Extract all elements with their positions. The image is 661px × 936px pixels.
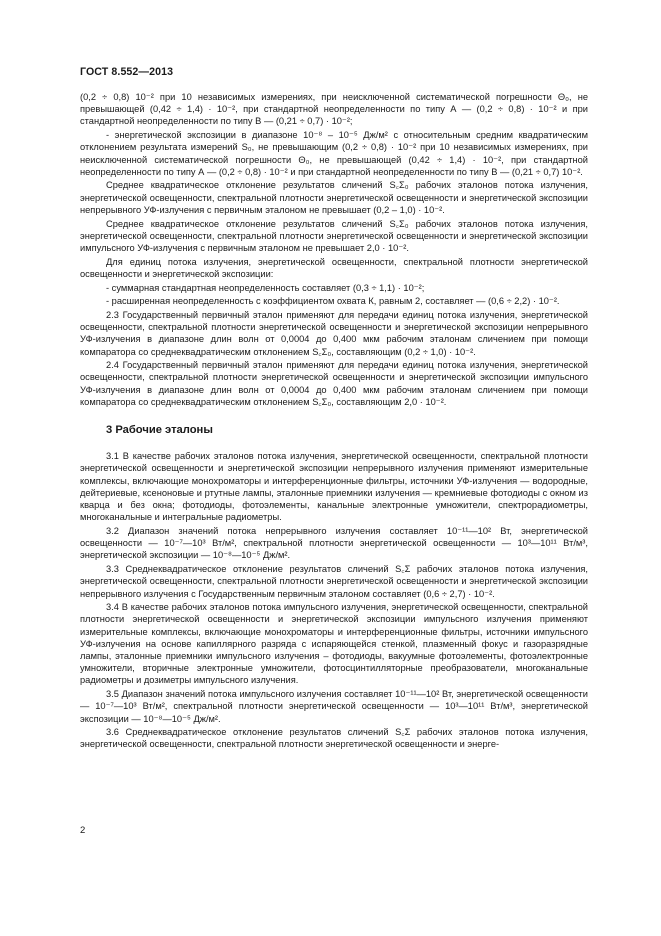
paragraph: Среднее квадратическое отклонение результатов сличений S꜀Σ₀ рабочих эталонов потока излучения, энергетической освещенности, спектральной плотности энергетической освещенности и энергетической экспозиции непрерывного УФ-излучения с первичным эталоном не превышает (0,2 – 1,0) · 10⁻². — [80, 180, 588, 215]
paragraph: (0,2 ÷ 0,8) 10⁻² при 10 независимых измерениях, при неисключенной систематической погрешности Θ₀, не превышающей (0,42 ÷ 1,4) · 10⁻², при стандартной неопределенности по типу А — (0,2 ÷ 0,8) · 10⁻² и при стандартной неопределенности по типу В — (0,21 ÷ 0,7) · 10⁻²; — [80, 92, 588, 127]
paragraph: 3.1 В качестве рабочих эталонов потока излучения, энергетической освещенности, спектральной плотности энергетической освещенности и энергетической экспозиции непрерывного излучения применяют измерительные комплексы, включающие монохроматоры и интерференционные фильтры, источники УФ-излучения — водородные, дейтериевые, ксеноновые и ртутные лампы, эталонные приемники излучения — кремниевые фотодиоды с окном из кварца и без окна; фотодиоды, фотоэлементы, канальные электронные умножители, спектрорадиометры, многоканальные и интегральные радиометры. — [80, 451, 588, 523]
paragraph: - суммарная стандартная неопределенность составляет (0,3 ÷ 1,1) · 10⁻²; — [106, 282, 425, 293]
paragraph: 3.5 Диапазон значений потока импульсного излучения составляет 10⁻¹¹—10² Вт, энергетической освещенности — 10⁻⁷—10³ Вт/м², спектральной плотности энергетической освещенности — 10³—10¹¹ Вт/м³, энергетической экспозиции — 10⁻⁸—10⁻⁵ Дж/м². — [80, 689, 588, 724]
document-body — [80, 91, 588, 752]
paragraph: Среднее квадратическое отклонение результатов сличений S꜀Σ₀ рабочих эталонов потока излучения, энергетической освещенности, спектральной плотности энергетической освещенности и энергетической экспозиции импульсного УФ-излучения с первичным эталоном не превышает 2,0 · 10⁻². — [80, 218, 588, 253]
page-number: 2 — [80, 825, 86, 836]
paragraph: 3.2 Диапазон значений потока непрерывного излучения составляет 10⁻¹¹—10² Вт, энергетической освещенности — 10⁻⁷—10³ Вт/м², спектральной плотности энергетической освещенности — 10³—10¹¹ Вт/м³, энергетической экспозиции — 10⁻⁸—10⁻⁵ Дж/м². — [80, 526, 588, 561]
paragraph: - энергетической экспозиции в диапазоне 10⁻⁸ – 10⁻⁵ Дж/м² с относительным средним квадратическим отклонением результата измерений S₀, не превышающим (0,2 ÷ 0,8) · 10⁻² при 10 независимых измерениях, при неисключенной систематической погрешности Θ₀, не превышающей (0,42 ÷ 1,4) · 10⁻², при стандартной неопределенности по типу А — (0,2 ÷ 0,8) · 10⁻² и при стандартной неопределенности по типу В — (0,21 ÷ 0,7) 10⁻². — [80, 130, 588, 177]
section-heading: 3 Рабочие эталоны — [106, 424, 213, 437]
paragraph: - расширенная неопределенность с коэффициентом охвата К, равным 2, составляет — (0,6 ÷ 2,2) · 10⁻². — [106, 296, 560, 307]
paragraph: 2.3 Государственный первичный эталон применяют для передачи единиц потока излучения, энергетической освещенности, спектральной плотности энергетической освещенности и энергетической экспозиции непрерывного УФ-излучения в диапазоне длин волн от 0,0004 до 0,400 мкм рабочим эталонам сличением при помощи компаратора со среднеквадратическим отклонением S꜀Σ₀, составляющим (0,2 ÷ 1,0) · 10⁻². — [80, 309, 588, 357]
document-header-title: ГОСТ 8.552—2013 — [80, 66, 174, 78]
paragraph: 3.6 Среднеквадратическое отклонение результатов сличений S꜀Σ рабочих эталонов потока излучения, энергетической освещенности, спектральной плотности энергетической освещенности и энерге- — [80, 727, 588, 750]
paragraph: 3.3 Среднеквадратическое отклонение результатов сличений S꜀Σ рабочих эталонов потока излучения, энергетической освещенности, спектральной плотности энергетической освещенности и энергетической экспозиции непрерывного излучения с Государственным первичным эталоном составляет (0,6 ÷ 2,7) · 10⁻². — [80, 564, 588, 599]
paragraph: 2.4 Государственный первичный эталон применяют для передачи единиц потока излучения, энергетической освещенности, спектральной плотности энергетической освещенности и энергетической экспозиции импульсного УФ-излучения в диапазоне длин волн от 0,0004 до 0,400 мкм рабочим эталонам сличением при помощи компаратора со среднеквадратическим отклонением S꜀Σ₀, составляющим 2,0 · 10⁻². — [80, 360, 588, 407]
paragraph: 3.4 В качестве рабочих эталонов потока импульсного излучения, энергетической освещенности, спектральной плотности энергетической освещенности и энергетической экспозиции импульсного излучения применяют измерительные комплексы, включающие монохроматоры и интерференционные фильтры, источники импульсного УФ-излучения на основе капиллярного разряда с испаряющейся стенкой, плазменный фокус и газоразрядные лампы, эталонные приемники импульсного излучения – фотодиоды, вакуумные фотоэлементы, фотоэлектронные умножители, вторичные электронные умножители, фотосцинтилляторные преобразователи, многоканальные радиометры и дозиметры импульсного излучения. — [80, 602, 588, 686]
paragraph: Для единиц потока излучения, энергетической освещенности, спектральной плотности энергетической освещенности и энергетической экспозиции: — [80, 256, 588, 279]
